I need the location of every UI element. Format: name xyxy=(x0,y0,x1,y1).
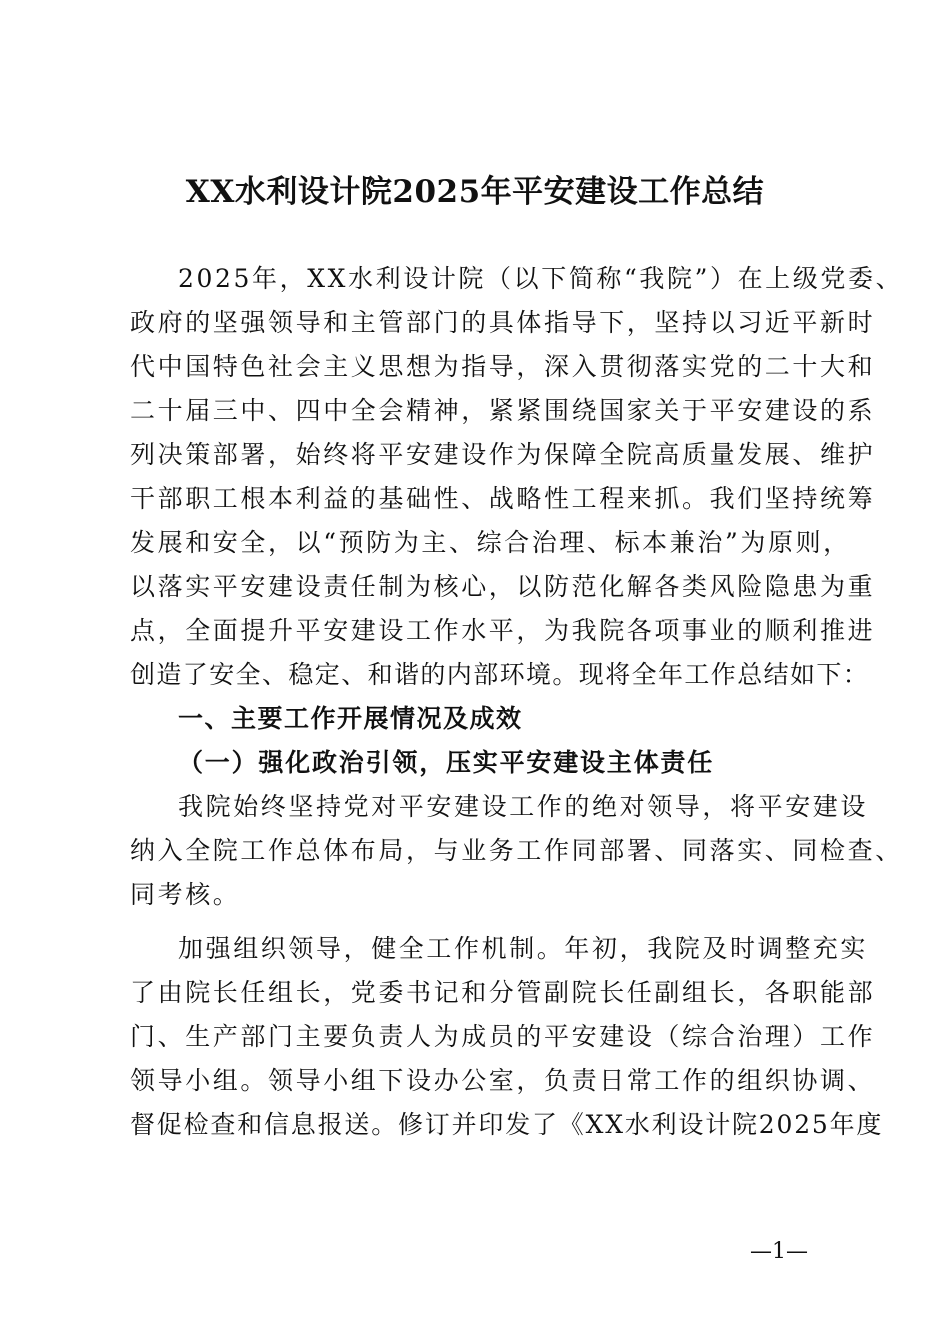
paragraph-line: 以落实平安建设责任制为核心，以防范化解各类风险隐患为重 xyxy=(130,572,876,601)
paragraph-line: 2025年，XX水利设计院（以下简称“我院”）在上级党委、 xyxy=(178,264,904,293)
paragraph-line: 了由院长任组长，党委书记和分管副院长任副组长，各职能部 xyxy=(130,978,876,1007)
paragraph-line: 门、生产部门主要负责人为成员的平安建设（综合治理）工作 xyxy=(130,1022,876,1051)
paragraph-line: 二十届三中、四中全会精神，紧紧围绕国家关于平安建设的系 xyxy=(130,396,876,425)
paragraph-line: 代中国特色社会主义思想为指导，深入贯彻落实党的二十大和 xyxy=(130,352,876,381)
paragraph-line: 发展和安全，以“预防为主、综合治理、标本兼治”为原则， xyxy=(130,528,851,557)
paragraph-line: 我院始终坚持党对平安建设工作的绝对领导，将平安建设 xyxy=(178,792,869,821)
document-title: XX水利设计院2025年平安建设工作总结 xyxy=(185,174,765,210)
paragraph-line: 同考核。 xyxy=(130,880,241,909)
paragraph-line: 政府的坚强领导和主管部门的具体指导下，坚持以习近平新时 xyxy=(130,308,876,337)
section-heading: 一、主要工作开展情况及成效 xyxy=(178,704,523,733)
paragraph-line: 纳入全院工作总体布局，与业务工作同部署、同落实、同检查、 xyxy=(130,836,903,865)
paragraph-line: 列决策部署，始终将平安建设作为保障全院高质量发展、维护 xyxy=(130,440,876,469)
paragraph-line: 领导小组。领导小组下设办公室，负责日常工作的组织协调、 xyxy=(130,1066,876,1095)
paragraph-line: 点，全面提升平安建设工作水平，为我院各项事业的顺利推进 xyxy=(130,616,876,645)
paragraph-line: 创造了安全、稳定、和谐的内部环境。现将全年工作总结如下： xyxy=(130,660,870,689)
subsection-heading: （一）强化政治引领，压实平安建设主体责任 xyxy=(178,748,715,777)
paragraph-line: 干部职工根本利益的基础性、战略性工程来抓。我们坚持统筹 xyxy=(130,484,876,513)
paragraph-line: 督促检查和信息报送。修订并印发了《XX水利设计院2025年度 xyxy=(130,1110,884,1139)
page-number: —1— xyxy=(750,1239,808,1264)
paragraph-line: 加强组织领导，健全工作机制。年初，我院及时调整充实 xyxy=(178,934,869,963)
